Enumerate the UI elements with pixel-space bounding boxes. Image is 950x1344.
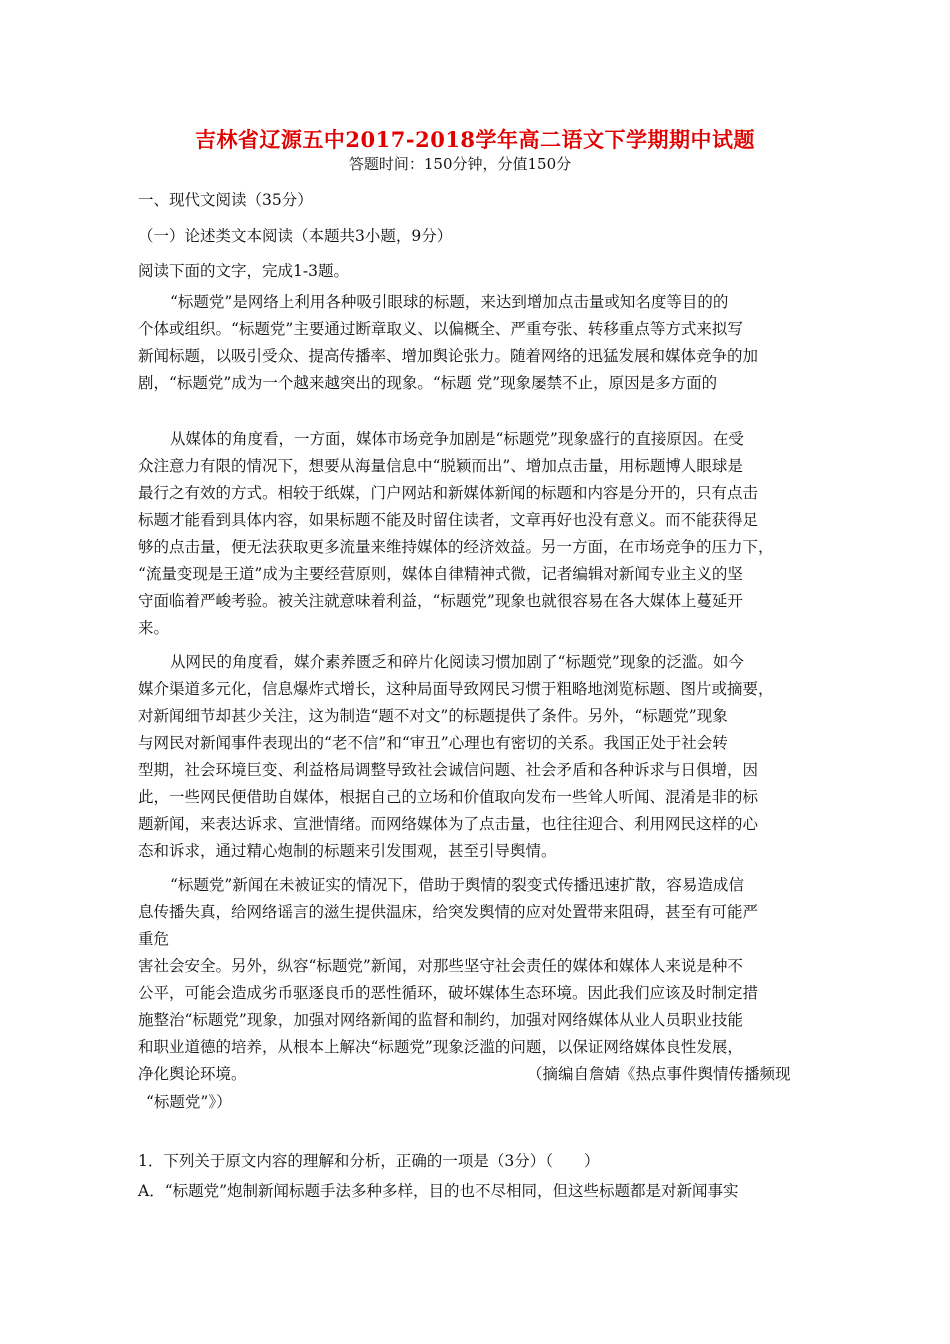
passage-line: 标题才能看到具体内容，如果标题不能及时留住读者，文章再好也没有意义。而不能获得足 (138, 511, 759, 529)
passage-line: 从网民的角度看，媒介素养匮乏和碎片化阅读习惯加剧了“标题党”现象的泛滥。如今 (170, 653, 744, 671)
passage-line: “标题党”是网络上利用各种吸引眼球的标题，来达到增加点击量或知名度等目的的 (170, 293, 729, 311)
passage-source: （摘编自詹婧《热点事件舆情传播频现 (527, 1065, 791, 1083)
passage-line: 众注意力有限的情况下，想要从海量信息中“脱颖而出”、增加点击量，用标题博人眼球是 (138, 457, 743, 475)
passage-line: 态和诉求，通过精心炮制的标题来引发围观，甚至引导舆情。 (138, 842, 557, 860)
reading-instruction: 阅读下面的文字，完成1-3题。 (138, 262, 349, 280)
passage-line: “流量变现是王道”成为主要经营原则，媒体自律精神式微，记者编辑对新闻专业主义的坚 (138, 565, 743, 583)
page-title: 吉林省辽源五中2017-2018学年高二语文下学期期中试题 (194, 127, 756, 152)
passage-line: 媒介渠道多元化，信息爆炸式增长，这种局面导致网民习惯于粗略地浏览标题、图片或摘要， (138, 680, 774, 698)
passage-line: 与网民对新闻事件表现出的“老不信”和“审丑”心理也有密切的关系。我国正处于社会转 (138, 734, 728, 752)
section-heading: 一、现代文阅读（35分） (138, 191, 313, 209)
passage-line: “标题党”新闻在未被证实的情况下，借助于舆情的裂变式传播迅速扩散，容易造成信 (170, 876, 744, 894)
question-stem: 1．下列关于原文内容的理解和分析，正确的一项是（3分）（ ） (138, 1152, 600, 1170)
passage-line: 最行之有效的方式。相较于纸媒，门户网站和新媒体新闻的标题和内容是分开的，只有点击 (138, 484, 759, 502)
passage-line: 型期，社会环境巨变、利益格局调整导致社会诚信问题、社会矛盾和各种诉求与日俱增，因 (138, 761, 759, 779)
passage-line: 个体或组织。“标题党”主要通过断章取义、以偏概全、严重夸张、转移重点等方式来拟写 (138, 320, 743, 338)
passage-line: 净化舆论环境。 (138, 1065, 247, 1083)
passage-line: 害社会安全。另外，纵容“标题党”新闻，对那些坚守社会责任的媒体和媒体人来说是种不 (138, 957, 743, 975)
exam-time-info: 答题时间：150分钟，分值150分 (348, 155, 572, 173)
passage-line: 新闻标题，以吸引受众、提高传播率、增加舆论张力。随着网络的迅猛发展和媒体竞争的加 (138, 347, 759, 365)
section-subheading: （一）论述类文本阅读（本题共3小题，9分） (138, 227, 453, 245)
passage-line: 和职业道德的培养，从根本上解决“标题党”现象泛滥的问题，以保证网络媒体良性发展， (138, 1038, 743, 1056)
passage-line: 从媒体的角度看，一方面，媒体市场竞争加剧是“标题党”现象盛行的直接原因。在受 (170, 430, 744, 448)
passage-line: 息传播失真，给网络谣言的滋生提供温床，给突发舆情的应对处置带来阻碍，甚至有可能严 (138, 903, 759, 921)
passage-source: “标题党”》） (146, 1093, 232, 1111)
passage-line: 题新闻，来表达诉求、宣泄情绪。而网络媒体为了点击量，也往往迎合、利用网民这样的心 (138, 815, 759, 833)
passage-line: 重危 (138, 930, 170, 948)
passage-line: 此，一些网民便借助自媒体，根据自己的立场和价值取向发布一些耸人听闻、混淆是非的标 (138, 788, 759, 806)
question-option-a: A．“标题党”炮制新闻标题手法多种多样，目的也不尽相同，但这些标题都是对新闻事实 (138, 1182, 739, 1200)
passage-line: 公平，可能会造成劣币驱逐良币的恶性循环，破坏媒体生态环境。因此我们应该及时制定措 (138, 984, 759, 1002)
passage-line: 施整治“标题党”现象，加强对网络新闻的监督和制约，加强对网络媒体从业人员职业技能 (138, 1011, 743, 1029)
passage-line: 守面临着严峻考验。被关注就意味着利益，“标题党”现象也就很容易在各大媒体上蔓延开 (138, 592, 743, 610)
passage-line: 对新闻细节却甚少关注，这为制造“题不对文”的标题提供了条件。另外，“标题党”现象 (138, 707, 728, 725)
passage-line: 剧，“标题党”成为一个越来越突出的现象。“标题 党”现象屡禁不止，原因是多方面的 (138, 374, 718, 392)
passage-line: 来。 (138, 619, 170, 637)
passage-line: 够的点击量，便无法获取更多流量来维持媒体的经济效益。另一方面，在市场竞争的压力下， (138, 538, 774, 556)
